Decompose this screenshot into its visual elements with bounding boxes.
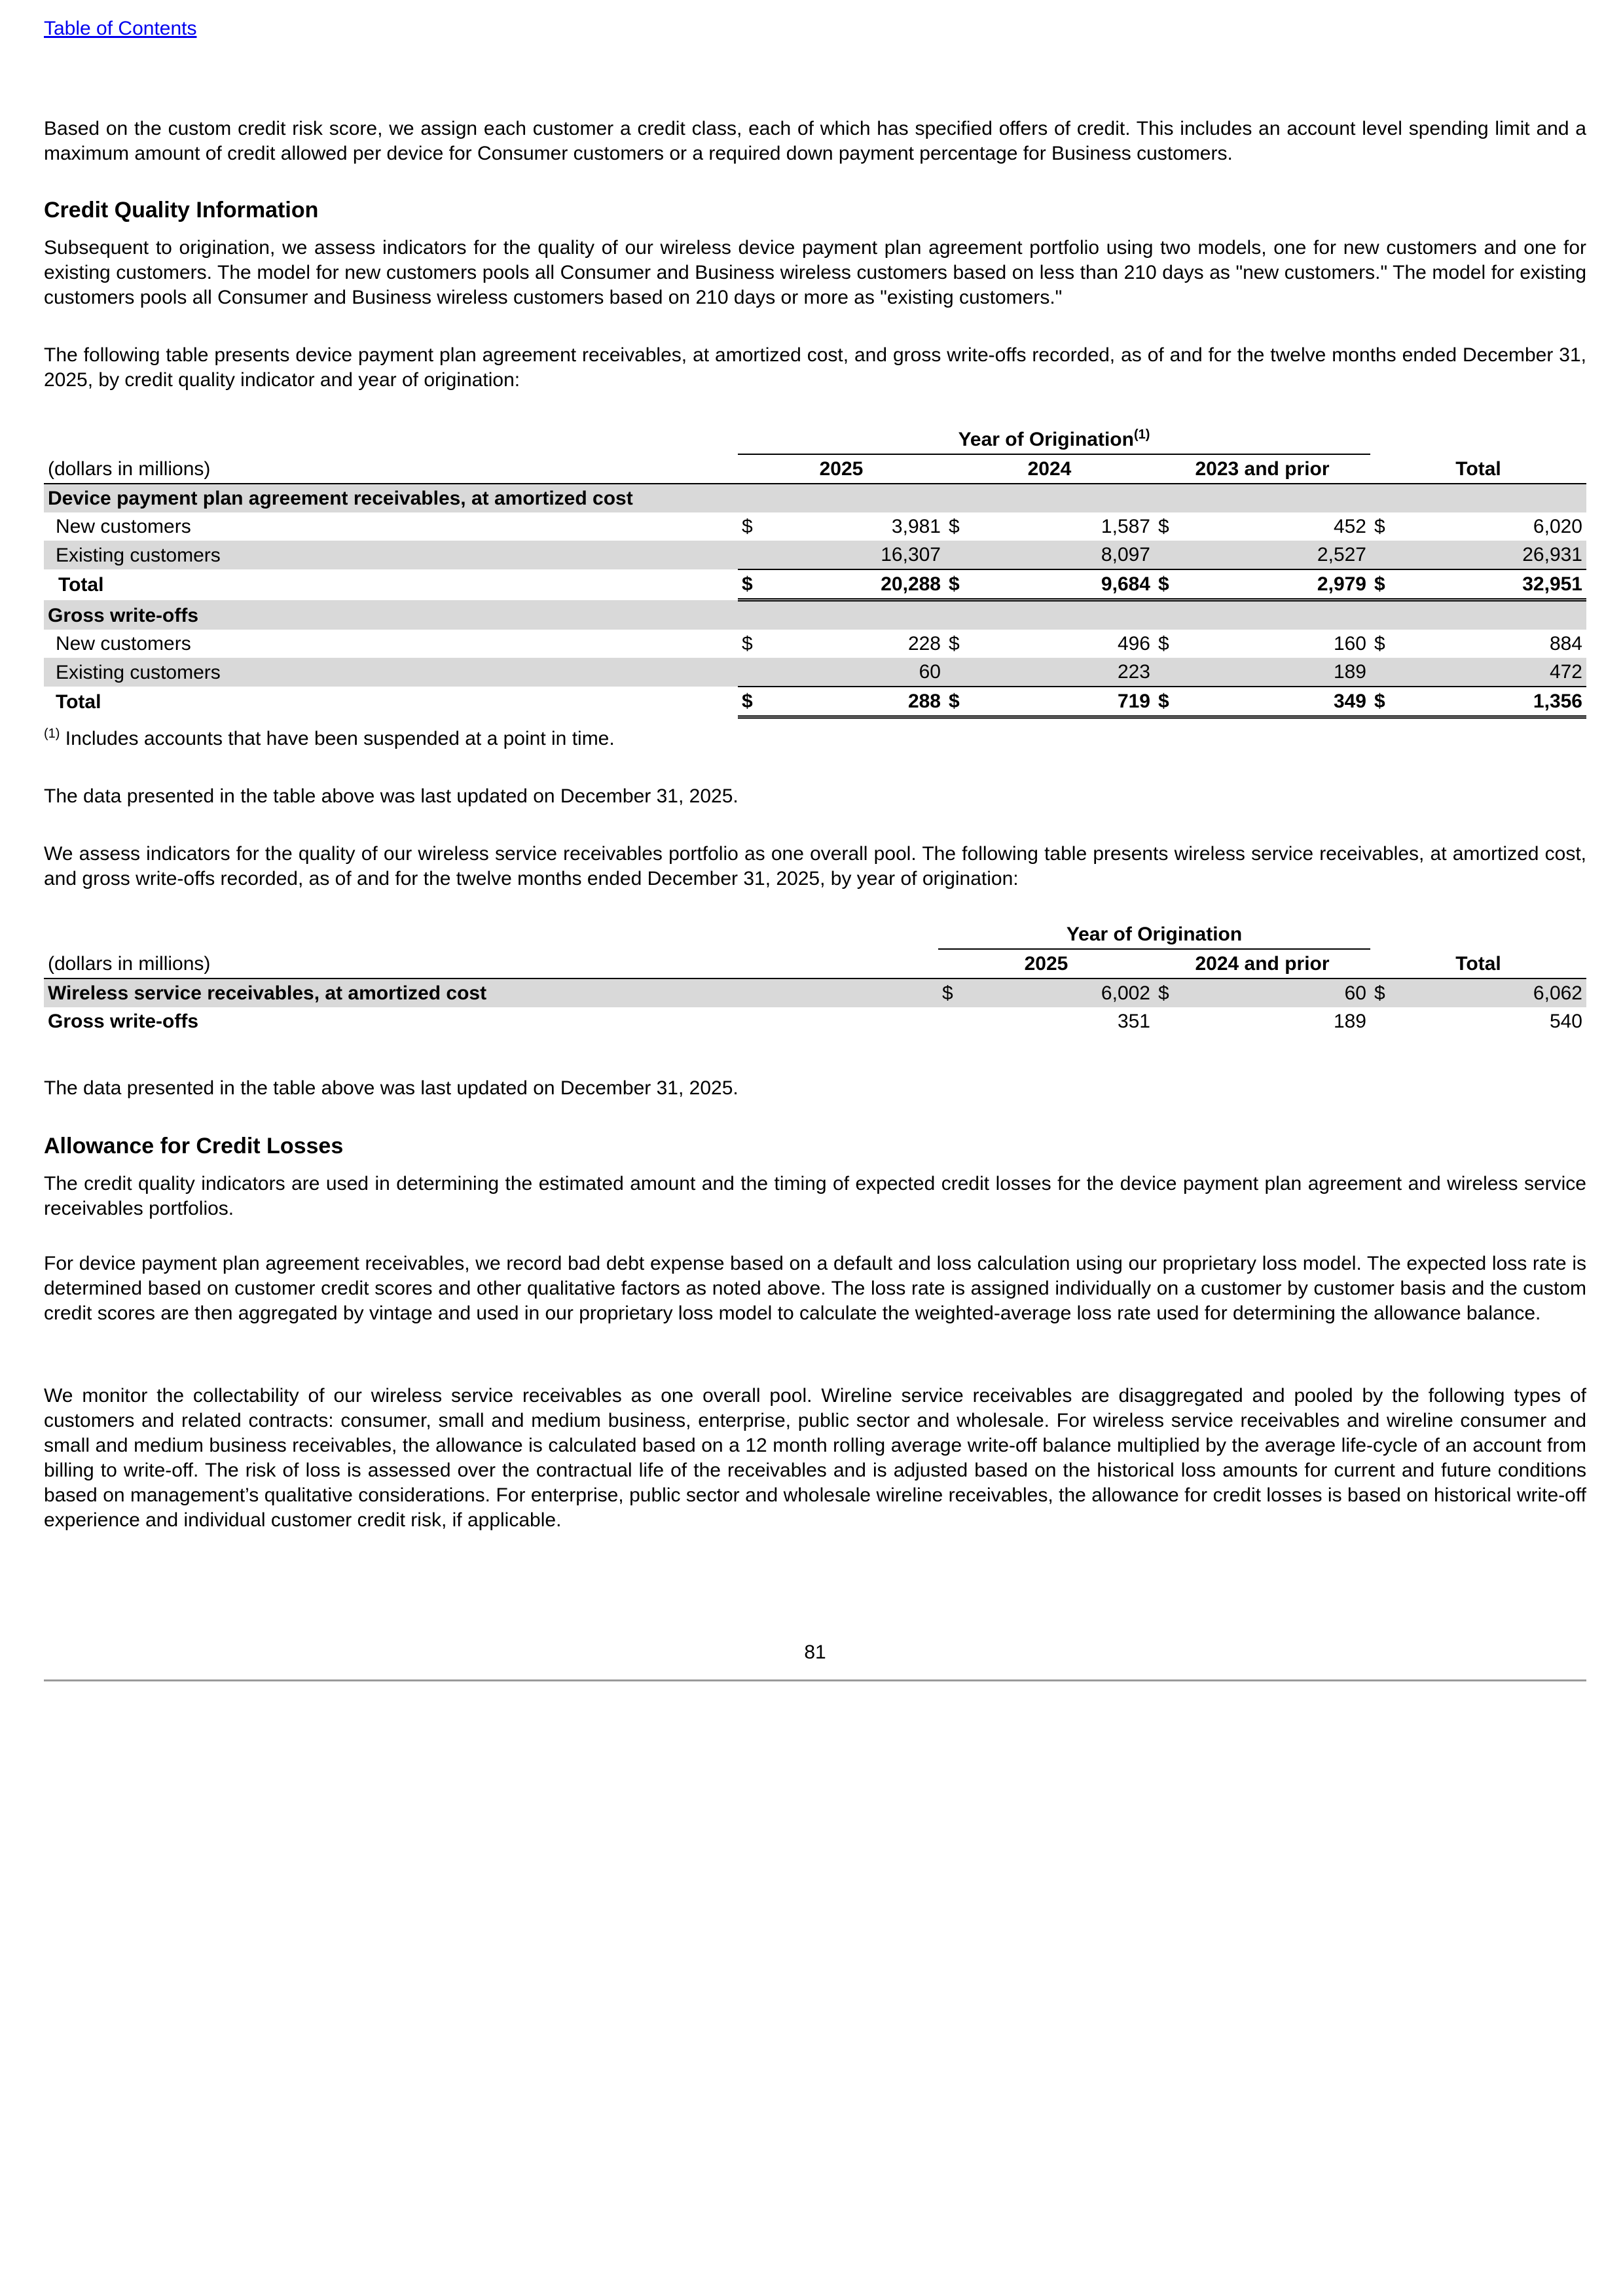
column-header-total: Total	[1370, 949, 1586, 978]
column-header-2025: 2025	[938, 949, 1154, 978]
footer-divider	[44, 1679, 1586, 1681]
updated-note-2: The data presented in the table above was last updated on December 31, 2025.	[44, 1077, 739, 1099]
allowance-heading: Allowance for Credit Losses	[44, 1134, 344, 1158]
table-row: Existing customers 60 223 189 472	[44, 658, 1586, 687]
section-title-receivables: Device payment plan agreement receivables, at amortized cost	[44, 484, 1586, 512]
column-header-2023-and-prior: 2023 and prior	[1154, 454, 1370, 484]
column-header-total: Total	[1370, 454, 1586, 484]
units-label: (dollars in millions)	[44, 454, 738, 484]
table-footnote: $^{(1)}$ Includes accounts that have been suspended at a point in time.	[44, 726, 615, 749]
credit-quality-paragraph-1: Subsequent to origination, we assess indicators for the quality of our wireless device payment plan agreement portfolio using two models, one for new customers and one for existing customers. The model for new customers pools all Consumer and Business wireless customers based on less than 210 days as "new customers." The model for existing customers pools all Consumer and Business wireless customers based on 210 days or more as "existing customers."	[44, 237, 1586, 308]
allowance-paragraph-2: For device payment plan agreement receivables, we record bad debt expense based on a default and loss calculation using our proprietary loss model. The expected loss rate is determined based on customer credit scores and other qualitative factors as noted above. The loss rate is assigned individually on a customer by customer basis and the custom credit scores are then aggregated by vintage and used in our proprietary loss model to calculate the weighted-average loss rate used for determining the allowance balance.	[44, 1253, 1586, 1324]
table-row: Wireless service receivables, at amortized cost $ 6,002 $ 60 $ 6,062	[44, 978, 1586, 1007]
table-row-total: Total $ 288 $ 719 $ 349 $ 1,356	[44, 687, 1586, 717]
table-row-total: Total $ 20,288 $ 9,684 $ 2,979 $ 32,951	[44, 569, 1586, 600]
section-title-gross-write-offs: Gross write-offs	[44, 600, 1586, 630]
allowance-paragraph-3: We monitor the collectability of our wireless service receivables as one overall pool. Wireline service receivables are disaggregated and pooled by the following types of customers and related contracts: consumer, small and medium business, enterprise, public sector and wholesale. For wireless service receivables and wireline consumer and small and medium business receivables, the allowance is calculated based on a 12 month rolling average write-off balance multiplied by the average life-cycle of an account from billing to write-off. The risk of loss is assessed over the contractual life of the receivables and is adjusted based on the historical loss amounts for current and future conditions based on management’s qualitative considerations. For enterprise, public sector and wholesale wireline receivables, the allowance for credit losses is based on historical write-off experience and individual customer credit risk, if applicable.	[44, 1385, 1586, 1531]
service-receivables-paragraph: We assess indicators for the quality of our wireless service receivables portfolio as one overall pool. The following table presents wireless service receivables, at amortized cost, and gross write-offs recorded, as of and for the twelve months ended December 31, 2025, by year of origination:	[44, 843, 1586, 889]
column-header-2024: 2024	[945, 454, 1154, 484]
service-receivables-table	[44, 920, 1586, 1035]
credit-quality-heading: Credit Quality Information	[44, 198, 319, 223]
table-row: Existing customers 16,307 8,097 2,527 26,931	[44, 541, 1586, 569]
page-number: 81	[804, 1641, 826, 1663]
table-of-contents-link[interactable]: Table of Contents	[44, 18, 197, 39]
credit-quality-paragraph-2: The following table presents device payment plan agreement receivables, at amortized cost, and gross write-offs recorded, as of and for the twelve months ended December 31, 2025, by credit quality indicator and year of origination:	[44, 344, 1586, 391]
table-row: New customers $ 3,981 $ 1,587 $ 452 $ 6,020	[56, 516, 1582, 537]
year-of-origination-header-2: Year of Origination	[938, 920, 1370, 949]
updated-note-1: The data presented in the table above was last updated on December 31, 2025.	[44, 785, 739, 807]
column-header-2024-and-prior: 2024 and prior	[1154, 949, 1370, 978]
device-payment-table	[44, 425, 1586, 719]
table-row: Gross write-offs 351 189 540	[48, 1011, 1582, 1032]
year-of-origination-header: Year of Origination$^{(1)}$	[738, 425, 1370, 454]
allowance-paragraph-1: The credit quality indicators are used in determining the estimated amount and the timing of expected credit losses for the device payment plan agreement and wireless service receivables portfolios.	[44, 1173, 1586, 1219]
table-row: New customers $ 228 $ 496 $ 160 $ 884	[56, 633, 1582, 655]
units-label-2: (dollars in millions)	[44, 949, 938, 978]
column-header-2025: 2025	[738, 454, 945, 484]
intro-paragraph: Based on the custom credit risk score, we assign each customer a credit class, each of which has specified offers of credit. This includes an account level spending limit and a maximum amount of credit allowed per device for Consumer customers or a required down payment percentage for Business customers.	[44, 118, 1586, 164]
